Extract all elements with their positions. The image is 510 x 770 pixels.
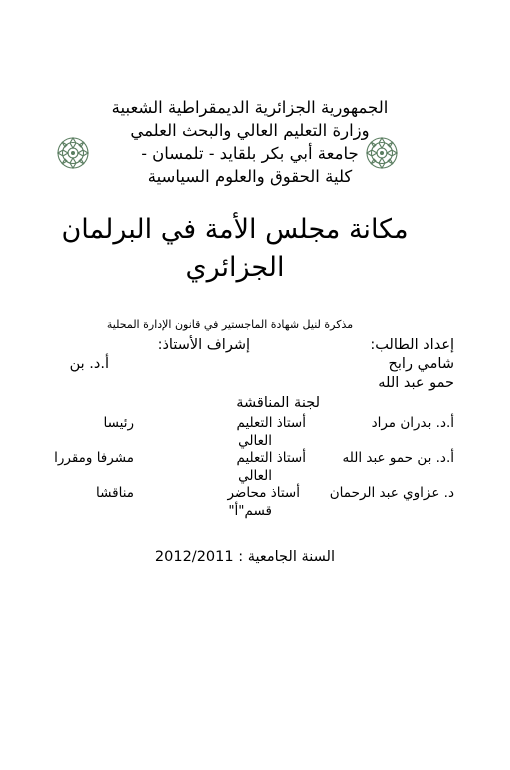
- supervisor-name-line-2: حمو عبد الله: [378, 375, 454, 391]
- committee-member-rank-cont: قسم"أ": [228, 503, 272, 519]
- university-emblem-left: [55, 135, 91, 171]
- committee-member-name: د. عزاوي عبد الرحمان: [329, 485, 454, 501]
- committee-member-role: مشرفا ومقررا: [54, 450, 134, 466]
- supervisor-label: إشراف الأستاذ:: [157, 337, 250, 353]
- supervisor-name-line-1: أ.د. بن: [69, 356, 109, 372]
- thesis-title-line-2: الجزائري: [185, 252, 285, 283]
- committee-member-name: أ.د. بن حمو عبد الله: [342, 450, 454, 466]
- committee-member-name: أ.د. بدران مراد: [371, 415, 454, 431]
- header-line-faculty: كلية الحقوق والعلوم السياسية: [147, 167, 353, 186]
- student-label: إعداد الطالب:: [370, 337, 454, 353]
- committee-member-rank: أستاذ محاضر: [227, 485, 300, 501]
- header-line-university: جامعة أبي بكر بلقايد - تلمسان -: [141, 144, 359, 163]
- committee-member-rank-cont: العالي: [238, 433, 272, 449]
- header-line-ministry: وزارة التعليم العالي والبحث العلمي: [130, 121, 370, 140]
- thesis-title-line-1: مكانة مجلس الأمة في البرلمان: [61, 214, 409, 245]
- thesis-subtitle: مذكرة لنيل شهادة الماجستير في قانون الإدارة المحلية: [106, 318, 354, 331]
- committee-member-role: رئيسا: [103, 415, 134, 431]
- committee-title: لجنة المناقشة: [236, 395, 320, 411]
- committee-member-rank-cont: العالي: [238, 468, 272, 484]
- committee-member-rank: أستاذ التعليم: [236, 450, 306, 466]
- header-line-republic: الجمهورية الجزائرية الديمقراطية الشعبية: [111, 98, 389, 117]
- committee-member-rank: أستاذ التعليم: [236, 415, 306, 431]
- academic-year: السنة الجامعية : 2012/2011: [154, 549, 335, 565]
- thesis-title: [60, 211, 410, 287]
- institution-header: [100, 96, 400, 188]
- committee-member-role: مناقشا: [95, 485, 134, 501]
- student-name: شامي رابح: [388, 356, 454, 372]
